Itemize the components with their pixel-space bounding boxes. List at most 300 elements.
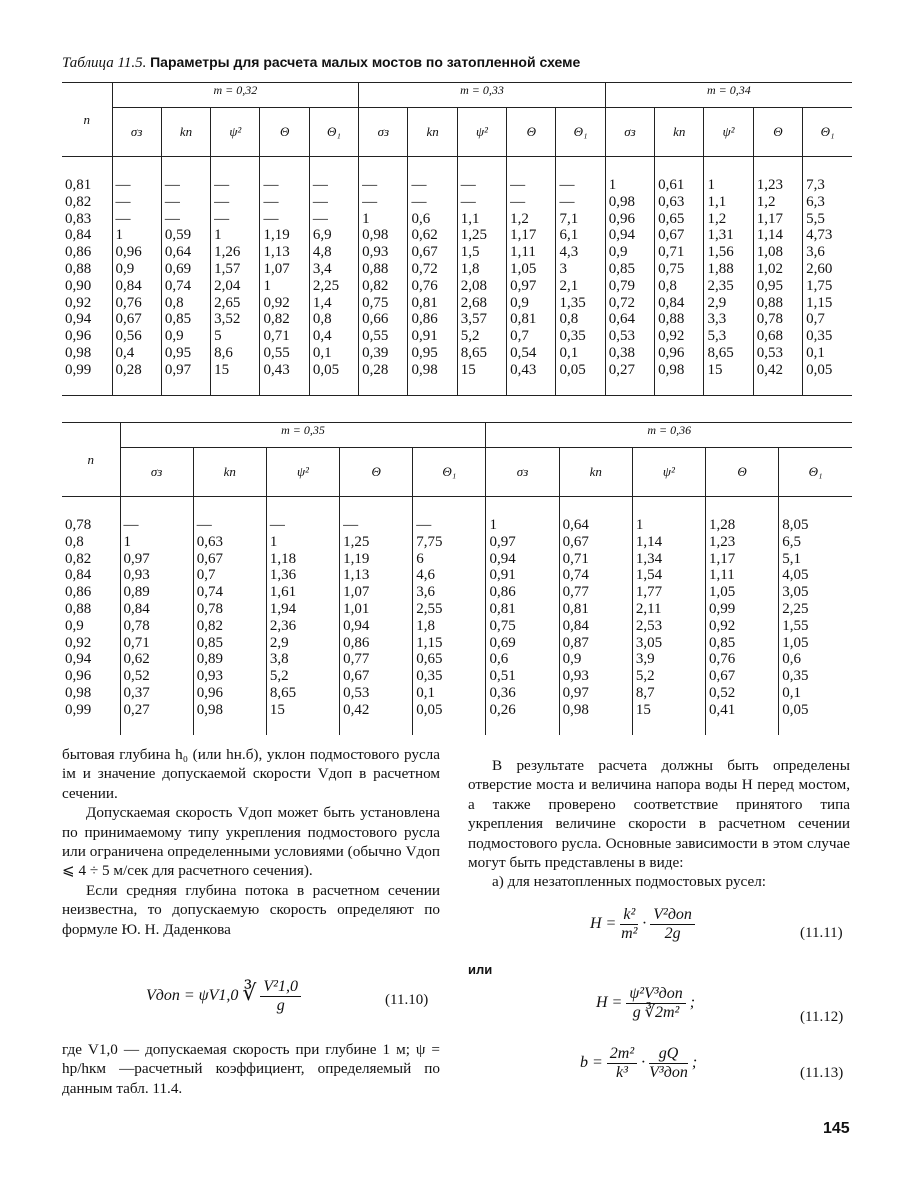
formula-11-10: Vдоп = ψV1,0 ∛ $\frac{\text{V²1,0}}{g}$ — [146, 978, 301, 1015]
table-cell: 1,56 — [707, 244, 734, 261]
table-cell: 2,25 — [782, 600, 809, 617]
table-cell: 0,05 — [806, 361, 833, 378]
table-cell: 2,60 — [806, 260, 833, 277]
table-cell: 1 — [269, 533, 278, 550]
table-cell: 0,88 — [65, 600, 92, 617]
table-caption-label: Таблица 11.5. — [62, 55, 147, 71]
table-cell: 0,85 — [164, 311, 192, 328]
table-cell: 0,77 — [562, 584, 589, 601]
table-cell: — — [343, 517, 359, 533]
table-cell: 0,86 — [65, 584, 92, 601]
formula-number: (11.11) — [800, 925, 843, 941]
table-cell: 1 — [263, 277, 271, 294]
table-cell: 3,52 — [214, 311, 241, 328]
table-cell: 1,19 — [263, 227, 290, 244]
table-cell: — — [123, 517, 139, 533]
data-column — [753, 157, 802, 396]
column-header: ψ² — [632, 448, 705, 497]
table-cell: 0,88 — [362, 260, 389, 277]
paragraph: где V1,0 — допускаемая скорость при глубине 1 м; ψ = hр/hкм —расчетный коэффициент, определяемый по данным табл. 11.4. — [62, 1041, 440, 1097]
n-column — [62, 497, 120, 735]
table-cell: 0,97 — [510, 277, 537, 294]
table-cell: 1,2 — [756, 193, 776, 210]
column-header: Θ₁ — [556, 108, 605, 157]
table-cell: 1,2 — [707, 210, 727, 227]
table-cell: 0,82 — [362, 277, 389, 294]
table-cell: 1 — [635, 517, 644, 533]
table-cell: 0,93 — [196, 668, 223, 685]
table-cell: — — [362, 177, 378, 193]
table-cell: 0,78 — [756, 311, 784, 328]
table-cell: 0,97 — [123, 550, 150, 567]
table-cell: 0,8 — [559, 311, 579, 328]
table-cell: — — [214, 193, 230, 210]
table-cell: 0,94 — [343, 617, 370, 634]
table-cell: 1,8 — [416, 617, 435, 634]
data-column — [632, 497, 705, 735]
table-cell: 1,15 — [416, 634, 443, 651]
data-column — [803, 157, 852, 396]
table-cell: 1 — [489, 517, 497, 533]
table-cell: 0,42 — [756, 361, 784, 378]
n-header: n — [62, 423, 120, 497]
group-header: m = 0,34 — [605, 83, 852, 108]
table-cell: 5,1 — [782, 550, 801, 567]
column-header: Θ₁ — [803, 108, 852, 157]
table-cell: 3,3 — [707, 311, 727, 328]
data-column — [779, 497, 852, 735]
table-11-5-part-1 — [62, 82, 852, 396]
table-cell: 0,67 — [343, 668, 370, 685]
table-cell: 0,94 — [608, 227, 636, 244]
table-cell: 0,82 — [196, 617, 223, 634]
table-cell: 15 — [214, 361, 230, 378]
table-cell: 6,9 — [312, 227, 332, 244]
table-cell: 0,92 — [263, 294, 290, 311]
table-cell: 0,86 — [489, 584, 516, 601]
column-header: Θ₁ — [413, 448, 486, 497]
table-cell: 0,05 — [559, 361, 586, 378]
table-cell: 1,57 — [214, 260, 241, 277]
formula-11-12: H = $\frac{\text{ψ²V³доп}}{\text{g ∛2m²}}$ ; — [596, 985, 696, 1021]
table-cell: 15 — [460, 361, 476, 378]
table-cell: 1,07 — [343, 584, 370, 601]
table-cell: 0,56 — [115, 328, 142, 345]
table-cell: 1,02 — [756, 260, 784, 277]
left-column-bottom — [62, 1040, 440, 1098]
table-cell: 4,8 — [312, 244, 332, 261]
table-cell: 1,35 — [559, 294, 586, 311]
table-cell: 3,9 — [635, 651, 655, 668]
table-cell: 5,3 — [707, 328, 727, 345]
table-cell: 2,9 — [707, 294, 727, 311]
data-column — [655, 157, 704, 396]
table-cell: 2,1 — [559, 277, 579, 294]
data-column — [559, 497, 632, 735]
page-number: 145 — [823, 1120, 850, 1137]
table-cell: 0,6 — [489, 651, 509, 668]
data-column — [309, 157, 358, 396]
table-cell: 8,05 — [782, 517, 809, 533]
paragraph: Если средняя глубина потока в расчетном сечении неизвестна, то допускаемую скорость определяют по формуле Ю. Н. Даденкова — [62, 881, 440, 938]
table-cell: 0,67 — [196, 550, 223, 567]
table-cell: 0,96 — [658, 344, 685, 361]
table-cell: 0,9 — [608, 244, 628, 261]
table-row — [62, 497, 852, 735]
table-cell: 0,6 — [782, 651, 801, 668]
column-header: σз — [120, 448, 193, 497]
table-cell: — — [164, 210, 180, 227]
formula-number: (11.13) — [800, 1065, 844, 1081]
table-cell: 0,71 — [263, 328, 290, 345]
table-cell: 1,26 — [214, 244, 241, 261]
column-header: kп — [161, 108, 210, 157]
table-cell: 0,89 — [123, 584, 150, 601]
table-cell: 0,82 — [65, 550, 92, 567]
table-11-5-part-2 — [62, 422, 852, 735]
table-cell: 0,98 — [608, 193, 636, 210]
table-cell: 0,99 — [65, 361, 92, 378]
table-cell: 0,84 — [65, 227, 92, 244]
table-cell: 1,18 — [269, 550, 297, 567]
table-cell: 0,93 — [123, 567, 150, 584]
column-header: σз — [359, 108, 408, 157]
table-cell: 0,1 — [312, 344, 332, 361]
table-cell: 0,95 — [164, 344, 192, 361]
table-cell: 8,7 — [635, 684, 655, 701]
table-cell: 7,3 — [806, 177, 825, 193]
table-cell: 2,68 — [460, 294, 488, 311]
table-cell: 0,9 — [65, 617, 84, 634]
table-cell: 2,25 — [312, 277, 340, 294]
formula-number: (11.12) — [800, 1009, 844, 1025]
table-cell: 0,1 — [806, 344, 825, 361]
left-column — [62, 745, 440, 939]
table-row — [62, 157, 852, 396]
table-cell: 0,88 — [658, 311, 685, 328]
data-column — [486, 497, 559, 735]
table-cell: 2,55 — [416, 600, 443, 617]
table-cell: 0,82 — [65, 193, 92, 210]
table-cell: 5,2 — [269, 668, 289, 685]
table-cell: 1,75 — [806, 277, 833, 294]
formula-11-13: b = $\frac{\text{2m²}}{\text{k³}}$ · $\frac{gQ}{\text{V³доп}}$ ; — [580, 1045, 698, 1081]
table-cell: 0,72 — [411, 260, 438, 277]
table-cell: 0,6 — [411, 210, 431, 227]
table-cell: 0,27 — [608, 361, 636, 378]
table-cell: 1 — [214, 227, 222, 244]
table-cell: 2,11 — [635, 600, 662, 617]
table-cell: 0,65 — [416, 651, 443, 668]
table-cell: 3,4 — [312, 260, 332, 277]
table-cell: 6,1 — [559, 227, 579, 244]
table-cell: 0,7 — [806, 311, 825, 328]
table-cell: 0,53 — [343, 684, 370, 701]
table-cell: 5 — [214, 328, 222, 345]
table-cell: 0,53 — [608, 328, 636, 345]
table-cell: 0,35 — [806, 328, 833, 345]
table-cell: — — [312, 177, 328, 193]
table-cell: 0,52 — [709, 684, 736, 701]
table-cell: 0,75 — [489, 617, 516, 634]
column-header: Θ — [507, 108, 556, 157]
or-label: или — [468, 962, 493, 977]
table-cell: — — [559, 193, 575, 210]
table-cell: 0,7 — [196, 567, 216, 584]
table-cell: 0,9 — [164, 328, 184, 345]
table-cell: 0,8 — [658, 277, 677, 294]
table-cell: — — [312, 210, 328, 227]
table-cell: 0,28 — [362, 361, 389, 378]
table-cell: 0,81 — [411, 294, 438, 311]
table-cell: 0,43 — [263, 361, 290, 378]
data-column — [112, 157, 161, 396]
table-cell: — — [115, 193, 131, 210]
table-cell: — — [411, 193, 427, 210]
n-header: n — [62, 83, 112, 157]
table-cell: 0,94 — [65, 311, 92, 328]
table-cell: 0,52 — [123, 668, 150, 685]
table-cell: 0,68 — [756, 328, 784, 345]
column-header: kп — [408, 108, 457, 157]
table-cell: 0,71 — [123, 634, 150, 651]
group-header: m = 0,35 — [120, 423, 486, 448]
table-cell: 2,9 — [269, 634, 289, 651]
table-cell: 0,9 — [115, 260, 135, 277]
table-cell: 0,97 — [489, 533, 516, 550]
paragraph: бытовая глубина h₀ (или hн.б), уклон подмостового русла iм и значение допускаемой скорости Vдоп в расчетном сечении. — [62, 746, 440, 802]
table-cell: 0,99 — [709, 600, 736, 617]
table-cell: — — [559, 177, 575, 193]
table-cell: 0,72 — [608, 294, 636, 311]
table-cell: 0,35 — [416, 668, 443, 685]
data-column — [408, 157, 457, 396]
table-cell: 1,14 — [635, 533, 663, 550]
table-cell: 1,54 — [635, 567, 663, 584]
table-cell: 6 — [416, 550, 424, 567]
table-cell: 1,01 — [343, 600, 370, 617]
table-cell: 1,28 — [709, 517, 736, 533]
table-cell: 4,3 — [559, 244, 579, 261]
column-header: ψ² — [211, 108, 260, 157]
table-cell: 1,88 — [707, 260, 734, 277]
table-cell: 0,38 — [608, 344, 636, 361]
table-cell: — — [312, 193, 328, 210]
table-cell: 0,85 — [709, 634, 736, 651]
table-cell: — — [362, 193, 378, 210]
table-cell: 1,31 — [707, 227, 734, 244]
table-cell: 0,55 — [362, 328, 389, 345]
data-column — [359, 157, 408, 396]
table-cell: 0,93 — [562, 668, 589, 685]
table-cell: 1,05 — [510, 260, 537, 277]
table-cell: 1,14 — [756, 227, 784, 244]
table-cell: 0,67 — [562, 533, 589, 550]
table-cell: 1,15 — [806, 294, 833, 311]
table-cell: 0,96 — [196, 684, 223, 701]
paragraph: Допускаемая скорость Vдоп может быть установлена по принимаемому типу укрепления подмостового русла или ограничена определенными условиями (обычно Vдоп ⩽ 4 ÷ 5 м/сек для расчетного сечения). — [62, 804, 440, 880]
paragraph: В результате расчета должны быть определены отверстие моста и величина напора воды H перед мостом, а также проверено соответствие принятого типа укрепления величине скорости в расчетном сечении подмостового русла. Основные зависимости в этом случае могут быть представлены в виде: — [468, 757, 850, 872]
table-cell: 0,64 — [608, 311, 636, 328]
data-column — [556, 157, 605, 396]
column-header: kп — [559, 448, 632, 497]
table-cell: 1,61 — [269, 584, 297, 601]
table-cell: 1,1 — [707, 193, 727, 210]
table-cell: 1,1 — [460, 210, 480, 227]
table-cell: 0,77 — [343, 651, 370, 668]
table-cell: 0,8 — [65, 533, 84, 550]
table-cell: 0,53 — [756, 344, 784, 361]
table-cell: 0,74 — [164, 277, 192, 294]
table-cell: — — [510, 193, 526, 210]
table-cell: 0,98 — [65, 344, 92, 361]
data-column — [704, 157, 753, 396]
table-cell: 0,84 — [65, 567, 92, 584]
table-cell: 0,81 — [562, 600, 589, 617]
table-cell: 8,65 — [269, 684, 297, 701]
data-column — [211, 157, 260, 396]
data-column — [457, 157, 506, 396]
table-cell: 0,99 — [65, 701, 92, 718]
table-cell: 0,35 — [782, 668, 809, 685]
table-cell: 1 — [123, 533, 131, 550]
table-cell: 0,89 — [196, 651, 223, 668]
table-cell: 8,6 — [214, 344, 233, 361]
group-header: m = 0,32 — [112, 83, 359, 108]
table-cell: 0,92 — [65, 294, 92, 311]
data-column — [413, 497, 486, 735]
table-cell: 0,1 — [559, 344, 579, 361]
column-header: σз — [486, 448, 559, 497]
table-cell: 1,36 — [269, 567, 297, 584]
column-header: Θ — [260, 108, 309, 157]
table-cell: — — [214, 210, 230, 227]
table-cell: 0,86 — [343, 634, 370, 651]
table-cell: 0,05 — [416, 701, 443, 718]
table-cell: 1,17 — [709, 550, 736, 567]
table-cell: 0,94 — [65, 651, 92, 668]
table-cell: 0,7 — [510, 328, 529, 345]
table-cell: 6,3 — [806, 193, 825, 210]
data-column — [340, 497, 413, 735]
table-cell: 0,71 — [562, 550, 589, 567]
table-cell: 3,6 — [806, 244, 825, 261]
table-cell: — — [460, 177, 476, 193]
table-cell: 4,6 — [416, 567, 435, 584]
table-cell: 0,92 — [658, 328, 685, 345]
formula-lhs: Vдоп = ψV1,0 — [146, 987, 239, 1005]
table-cell: 1,23 — [756, 177, 784, 193]
table-cell: 15 — [635, 701, 651, 718]
table-cell: 2,36 — [269, 617, 297, 634]
table-cell: 0,85 — [608, 260, 636, 277]
table-cell: 0,78 — [123, 617, 150, 634]
table-caption — [62, 54, 580, 72]
column-header: ψ² — [457, 108, 506, 157]
table-cell: 0,75 — [362, 294, 389, 311]
table-cell: 0,66 — [362, 311, 389, 328]
table-cell: 1,11 — [709, 567, 735, 584]
table-cell: 1,4 — [312, 294, 332, 311]
table-cell: 1,19 — [343, 550, 370, 567]
table-cell: 0,94 — [489, 550, 516, 567]
table-cell: — — [115, 210, 131, 227]
column-header: ψ² — [266, 448, 339, 497]
table-cell: 5,2 — [460, 328, 480, 345]
group-header: m = 0,33 — [359, 83, 606, 108]
table-cell: 0,41 — [709, 701, 736, 718]
table-cell: 0,54 — [510, 344, 537, 361]
table-cell: 1,8 — [460, 260, 480, 277]
table-cell: 6,5 — [782, 533, 801, 550]
table-cell: 0,69 — [489, 634, 516, 651]
table-cell: — — [263, 210, 279, 227]
table-cell: 1,13 — [263, 244, 290, 261]
column-header: σз — [112, 108, 161, 157]
table-cell: 1,05 — [709, 584, 736, 601]
table-cell: 4,05 — [782, 567, 809, 584]
table-cell: — — [263, 177, 279, 193]
data-column — [260, 157, 309, 396]
table-cell: — — [411, 177, 427, 193]
formula-fraction: $\frac{\text{V²1,0}}{g}$ — [260, 978, 301, 1015]
table-cell: — — [115, 177, 131, 193]
table-cell: 0,98 — [362, 227, 389, 244]
table-cell: 3,05 — [782, 584, 809, 601]
table-cell: 1,05 — [782, 634, 809, 651]
table-cell: 0,67 — [411, 244, 438, 261]
paragraph: а) для незатопленных подмостовых русел: — [492, 873, 766, 891]
table-cell: 0,42 — [343, 701, 370, 718]
table-cell: 1,11 — [510, 244, 536, 261]
table-cell: 1 — [115, 227, 123, 244]
table-cell: 0,65 — [658, 210, 685, 227]
column-header: kп — [655, 108, 704, 157]
table-cell: 0,84 — [658, 294, 685, 311]
table-cell: 3 — [559, 260, 567, 277]
table-cell: — — [164, 193, 180, 210]
table-cell: 15 — [269, 701, 285, 718]
table-cell: 0,97 — [164, 361, 192, 378]
table-cell: 0,67 — [709, 668, 736, 685]
column-header: Θ₁ — [309, 108, 358, 157]
table-cell: 1,34 — [635, 550, 663, 567]
table-cell: 3,05 — [635, 634, 663, 651]
table-cell: 0,62 — [411, 227, 438, 244]
table-cell: 8,65 — [460, 344, 488, 361]
table-cell: 0,63 — [658, 193, 685, 210]
table-cell: 0,69 — [164, 260, 192, 277]
table-cell: 0,84 — [123, 600, 150, 617]
table-cell: 0,1 — [782, 684, 801, 701]
formula-11-11: H = $\frac{\text{k²}}{\text{m²}}$ · $\frac{\text{V²доп}}{2g}$ — [590, 906, 695, 943]
table-cell: 0,90 — [65, 277, 92, 294]
table-cell: 1 — [707, 177, 715, 193]
table-cell: 2,65 — [214, 294, 241, 311]
table-cell: 4,73 — [806, 227, 833, 244]
table-cell: 0,83 — [65, 210, 92, 227]
table-cell: — — [196, 517, 212, 533]
table-cell: 0,96 — [608, 210, 636, 227]
data-column — [161, 157, 210, 396]
table-cell: — — [416, 517, 432, 533]
table-caption-title: Параметры для расчета малых мостов по затопленной схеме — [150, 54, 581, 70]
table-cell: 0,98 — [196, 701, 223, 718]
table-cell: 0,64 — [562, 517, 589, 533]
column-header: Θ₁ — [779, 448, 852, 497]
table-cell: 1,55 — [782, 617, 809, 634]
table-cell: 0,62 — [123, 651, 150, 668]
